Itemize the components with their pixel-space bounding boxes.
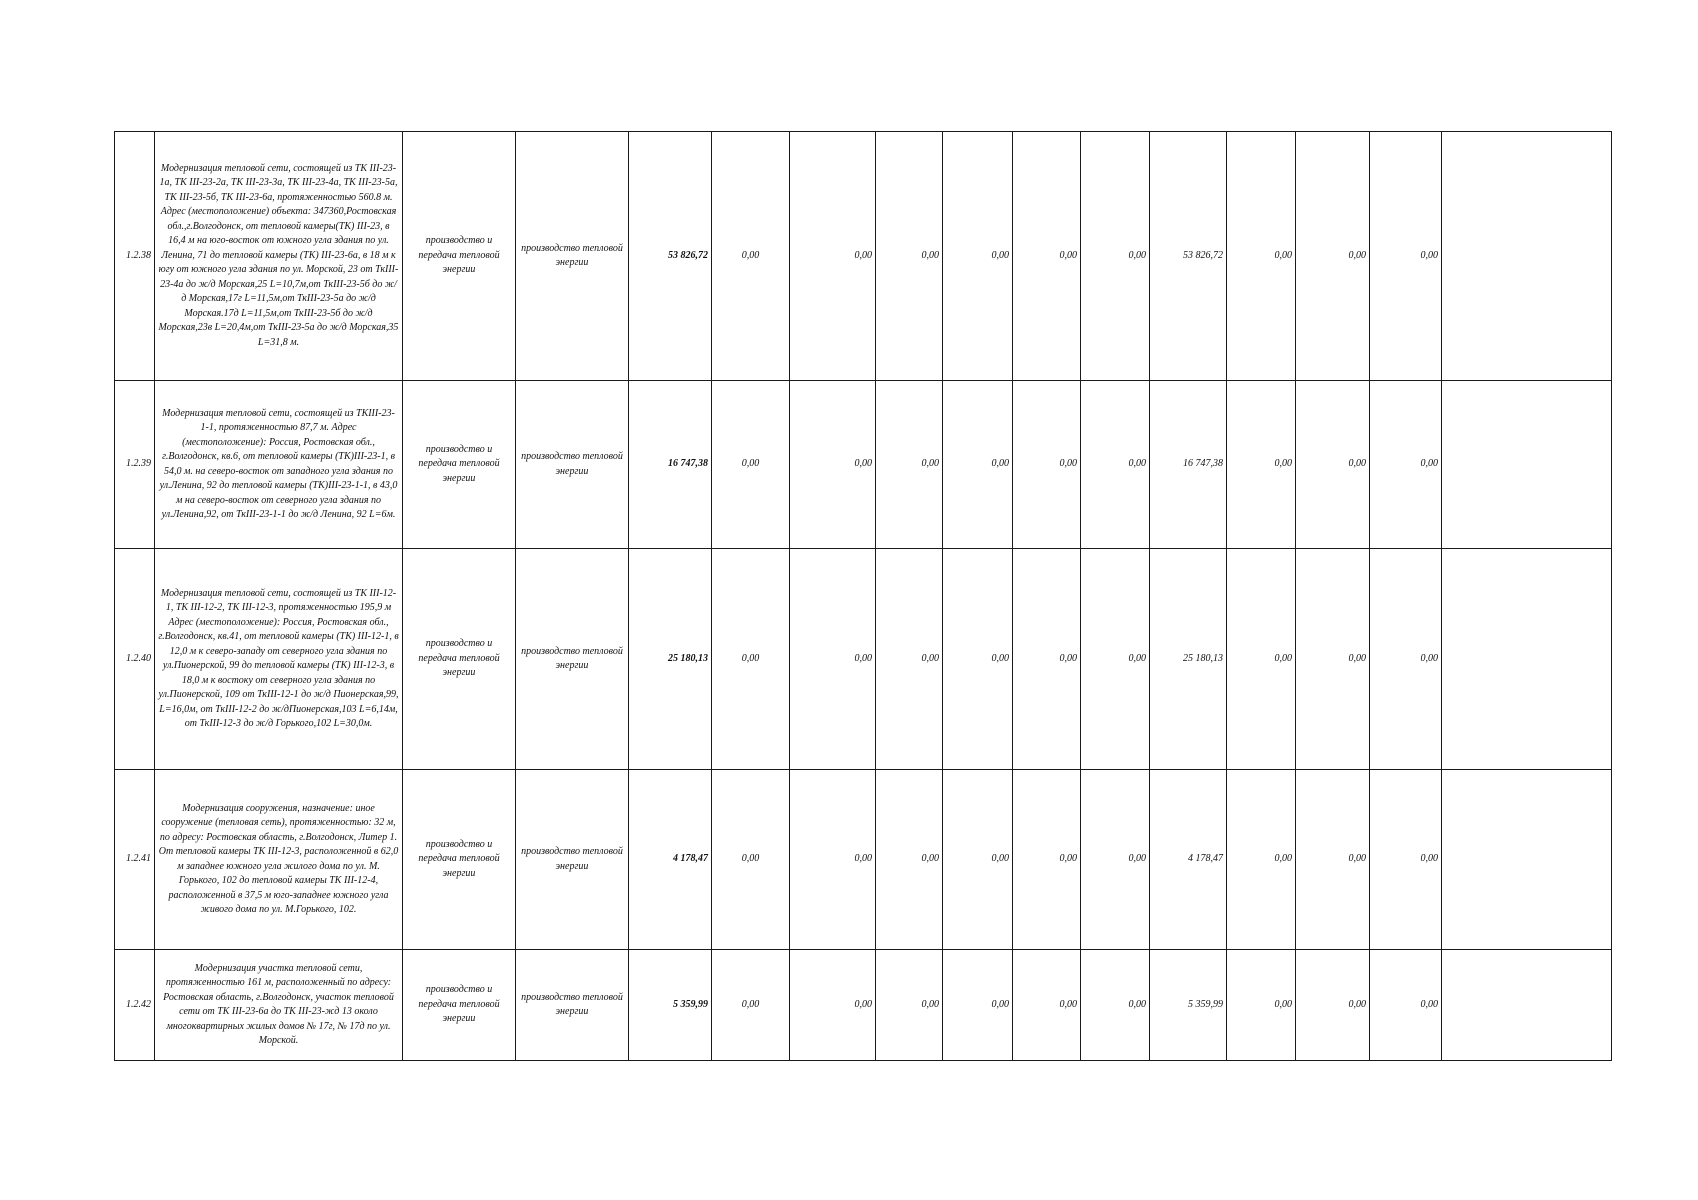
row-description: Модернизация тепловой сети, состоящей из ТК III-23-1а, ТК III-23-2а, ТК III-23-3а, ТК III-23-4а, ТК III-23-5а, ТК III-23-5б, ТК III-23-6а, протяженностью 560.8 м. Адрес (местоположение) объекта: 347360,Ростовская обл.,г.Волгодонск, от тепловой камеры(ТК) III-23, в 16,4 м на юго-восток от южного угла здания по ул. Ленина, 71 до тепловой камеры (ТК) III-23-6а, в 18 м к югу от южного угла здания по ул. Морской, 23 от ТкIII-23-4а до ж/д Морская,25 L=10,7м,от ТкIII-23-5б до ж/д Морская,17г L=11,5м,от ТкIII-23-5а до ж/д Морская.17д L=11,5м,от ТкIII-23-5б до ж/д Морская,23в L=20,4м,от ТкIII-23-5а до ж/д Морская,35 L=31,8 м. [155,132,403,381]
row-value: 0,00 [1081,381,1150,549]
row-value: 0,00 [1370,381,1442,549]
row-value: 0,00 [1013,950,1081,1061]
row-value: 4 178,47 [1150,770,1227,950]
row-value: 0,00 [876,132,943,381]
investment-table [114,131,1612,1061]
row-activity: производство и передача тепловой энергии [403,770,516,950]
row-value: 0,00 [790,381,876,549]
row-empty-cell [1442,381,1612,549]
table-row [115,549,1612,770]
row-value: 0,00 [1227,549,1296,770]
table-row [115,132,1612,381]
row-value: 0,00 [943,549,1013,770]
row-value: 0,00 [1370,132,1442,381]
row-value: 0,00 [1081,770,1150,950]
row-subactivity: производство тепловой энергии [516,770,629,950]
row-value: 0,00 [1081,950,1150,1061]
row-value: 0,00 [790,132,876,381]
row-index: 1.2.39 [115,381,155,549]
row-value: 0,00 [1227,950,1296,1061]
row-total: 25 180,13 [629,549,712,770]
row-value: 0,00 [943,132,1013,381]
row-value: 0,00 [1227,770,1296,950]
row-activity: производство и передача тепловой энергии [403,549,516,770]
row-index: 1.2.41 [115,770,155,950]
row-activity: производство и передача тепловой энергии [403,950,516,1061]
row-description: Модернизация сооружения, назначение: иное сооружение (тепловая сеть), протяженностью: 32 м, по адресу: Ростовская область, г.Волгодонск, Литер 1. От тепловой камеры ТК III-12-3, расположенной в 62,0 м западнее южного угла жилого дома по ул. М. Горького, 102 до тепловой камеры ТК III-12-4, расположенной в 37,5 м юго-западнее южного угла живого дома по ул. М.Горького, 102. [155,770,403,950]
row-value: 0,00 [1227,132,1296,381]
row-value: 25 180,13 [1150,549,1227,770]
row-index: 1.2.42 [115,950,155,1061]
row-value: 0,00 [1296,770,1370,950]
row-value: 0,00 [1370,770,1442,950]
row-value: 0,00 [790,549,876,770]
row-value: 0,00 [1013,770,1081,950]
row-value: 5 359,99 [1150,950,1227,1061]
row-value: 0,00 [790,950,876,1061]
row-empty-cell [1442,950,1612,1061]
row-value: 0,00 [1013,381,1081,549]
table-row [115,770,1612,950]
row-empty-cell [1442,770,1612,950]
row-value: 0,00 [1296,549,1370,770]
row-value: 0,00 [712,381,790,549]
row-value: 16 747,38 [1150,381,1227,549]
row-total: 53 826,72 [629,132,712,381]
row-value: 0,00 [943,770,1013,950]
row-value: 0,00 [1227,381,1296,549]
row-index: 1.2.38 [115,132,155,381]
row-value: 0,00 [943,381,1013,549]
row-description: Модернизация тепловой сети, состоящей из ТК III-12-1, ТК III-12-2, ТК III-12-3, протяженностью 195,9 м Адрес (местоположение): Россия, Ростовская обл., г.Волгодонск, кв.41, от тепловой камеры (ТК) III-12-1, в 12,0 м к северо-западу от северного угла здания по ул.Пионерской, 99 до тепловой камеры (ТК) III-12-3, в 18,0 м к востоку от северного угла здания по ул.Пионерской, 109 от ТкIII-12-1 до ж/д Пионерская,99, L=16,0м, от ТкIII-12-2 до ж/дПионерская,103 L=6,14м, от ТкIII-12-3 до ж/д Горького,102 L=30,0м. [155,549,403,770]
row-value: 0,00 [943,950,1013,1061]
row-value: 0,00 [1013,132,1081,381]
table-row [115,950,1612,1061]
row-total: 4 178,47 [629,770,712,950]
row-index: 1.2.40 [115,549,155,770]
row-description: Модернизация тепловой сети, состоящей из ТКIII-23-1-1, протяженностью 87,7 м. Адрес (местоположение): Россия, Ростовская обл., г.Волгодонск, кв.6, от тепловой камеры (ТК)III-23-1, в 54,0 м. на северо-восток от западного угла здания по ул.Ленина, 92 до тепловой камеры (ТК)III-23-1-1, в 43,0 м на северо-восток от северного угла здания по ул.Ленина,92, от ТкIII-23-1-1 до ж/д Ленина, 92 L=6м. [155,381,403,549]
row-activity: производство и передача тепловой энергии [403,132,516,381]
row-value: 0,00 [876,950,943,1061]
row-value: 0,00 [876,381,943,549]
row-value: 0,00 [1081,549,1150,770]
row-value: 0,00 [790,770,876,950]
row-value: 0,00 [1013,549,1081,770]
row-value: 0,00 [876,549,943,770]
row-subactivity: производство тепловой энергии [516,132,629,381]
row-value: 0,00 [876,770,943,950]
row-total: 5 359,99 [629,950,712,1061]
row-subactivity: производство тепловой энергии [516,381,629,549]
row-value: 0,00 [1081,132,1150,381]
row-subactivity: производство тепловой энергии [516,549,629,770]
row-empty-cell [1442,132,1612,381]
row-activity: производство и передача тепловой энергии [403,381,516,549]
row-value: 0,00 [712,549,790,770]
row-value: 53 826,72 [1150,132,1227,381]
row-value: 0,00 [712,770,790,950]
row-value: 0,00 [712,132,790,381]
row-value: 0,00 [712,950,790,1061]
row-total: 16 747,38 [629,381,712,549]
row-value: 0,00 [1370,950,1442,1061]
table-row [115,381,1612,549]
row-value: 0,00 [1296,381,1370,549]
row-subactivity: производство тепловой энергии [516,950,629,1061]
row-value: 0,00 [1296,950,1370,1061]
row-description: Модернизация участка тепловой сети, протяженностью 161 м, расположенный по адресу: Ростовская область, г.Волгодонск, участок тепловой сети от ТК III-23-6а до ТК III-23-жд 13 около многоквартирных жилых домов № 17г, № 17д по ул. Морской. [155,950,403,1061]
row-value: 0,00 [1370,549,1442,770]
row-value: 0,00 [1296,132,1370,381]
row-empty-cell [1442,549,1612,770]
